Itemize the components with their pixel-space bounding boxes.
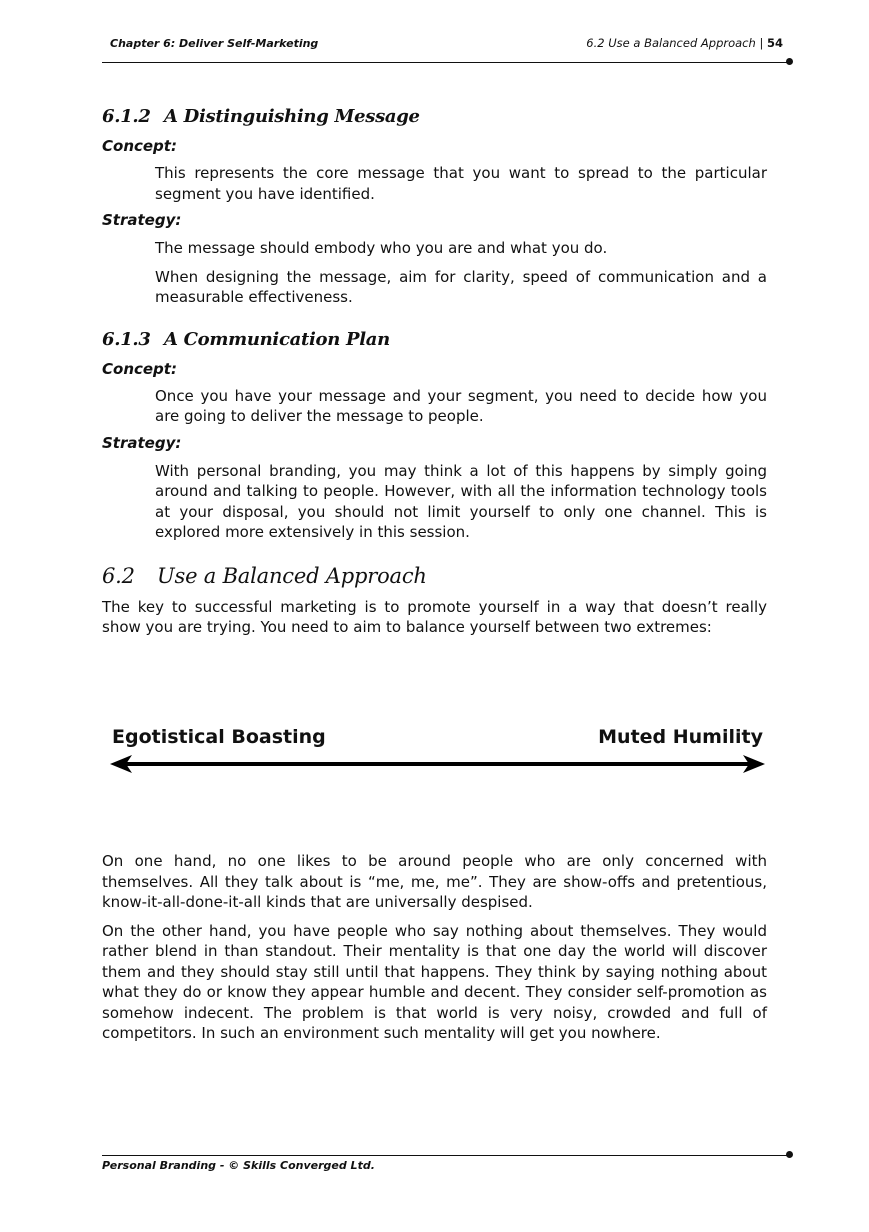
concept-label: Concept:	[102, 137, 177, 155]
double-arrow-icon	[110, 752, 765, 776]
page-number: 54	[766, 36, 783, 50]
heading-6-1-2	[102, 106, 767, 127]
header-rule	[102, 62, 788, 63]
footer-text: Personal Branding - © Skills Converged Ltd.	[102, 1159, 375, 1172]
closing-paragraphs	[102, 851, 767, 1044]
header-section-title: 6.2 Use a Balanced Approach	[586, 36, 756, 50]
footer-rule	[102, 1155, 788, 1156]
balance-scale-diagram	[110, 724, 765, 784]
footer-rule-dot	[786, 1151, 793, 1158]
heading-number: 6.1.2	[102, 106, 151, 127]
scale-right-label: Muted Humility	[598, 726, 763, 748]
header-section	[586, 36, 783, 50]
concept-text: Once you have your message and your segment, you need to decide how you are going to deliver the message to people.	[155, 386, 767, 425]
header-rule-dot	[786, 58, 793, 65]
heading-number: 6.2	[102, 563, 135, 588]
strategy-label: Strategy:	[102, 211, 182, 229]
concept-text: This represents the core message that you want to spread to the particular segment you have identified.	[155, 164, 767, 203]
strategy-paragraph: When designing the message, aim for clarity, speed of communication and a measurable effectiveness.	[155, 267, 767, 306]
paragraph-one-hand: On one hand, no one likes to be around people who are only concerned with themselves. All they talk about is “me, me, me”. They are show-offs and pretentious, know-it-all-done-it-all kinds that are universally despised.	[102, 852, 767, 911]
heading-title: A Communication Plan	[164, 328, 390, 350]
strategy-label: Strategy:	[102, 433, 182, 452]
paragraph-other-hand: On the other hand, you have people who say nothing about themselves. They would rather blend in than standout. Their mentality is that one day the world will discover them and they should stay still until that happens. They think by saying nothing about what they do or know they appear humble and decent. They consider self-promotion as somehow indecent. The problem is that world is very noisy, crowded and full of competitors. In such an environment such mentality will get you nowhere.	[102, 921, 767, 1042]
heading-6-2	[102, 564, 767, 588]
header-chapter: Chapter 6: Deliver Self-Marketing	[110, 37, 319, 50]
heading-6-1-3	[102, 329, 767, 350]
concept-label: Concept:	[102, 359, 177, 378]
header-separator: |	[759, 36, 764, 50]
strategy-paragraph: The message should embody who you are and what you do.	[155, 239, 608, 257]
page-body	[102, 106, 767, 638]
scale-left-label: Egotistical Boasting	[112, 726, 326, 748]
intro-paragraph: The key to successful marketing is to promote yourself in a way that doesn’t really show you are trying. You need to aim to balance yourself between two extremes:	[102, 597, 767, 636]
heading-number: 6.1.3	[102, 328, 151, 350]
heading-title: Use a Balanced Approach	[157, 563, 427, 588]
heading-title: A Distinguishing Message	[164, 106, 420, 127]
strategy-paragraph: With personal branding, you may think a lot of this happens by simply going around and talking to people. However, with all the information technology tools at your disposal, you should not limit yourself to only one channel. This is explored more extensively in this session.	[155, 461, 767, 541]
